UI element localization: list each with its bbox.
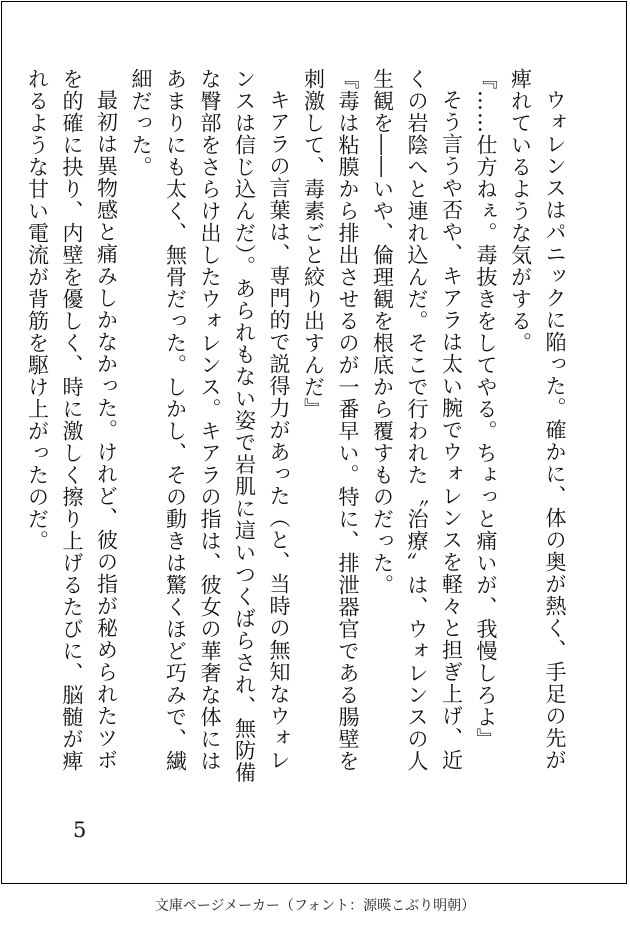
page-number: 5 bbox=[73, 818, 87, 842]
page-frame bbox=[1, 1, 627, 884]
paragraph-4: 『毒は粘膜から排出させるのが一番早い。特に、排泄器官である腸壁を刺激して、毒素ごと絞り出すんだ』 bbox=[301, 68, 360, 772]
paragraph-2: 『……仕方ねぇ。毒抜きをしてやる。ちょっと痛いが、我慢しろよ』 bbox=[474, 68, 498, 750]
paragraph-5: キアラの言葉は、専門的で説得力があった（と、当時の無知なウォレンスは信じ込んだ）。あられもない姿で岩肌に這いつくばらされ、無防備な臀部をさらけ出したウォレンス。キアラの指は、彼女の華奢な体にはあまりにも太く、無骨だった。しかし、その動きは驚くほど巧みで、繊細だった。 bbox=[129, 68, 291, 784]
body-text bbox=[25, 68, 572, 788]
paragraph-6: 最初は異物感と痛みしかなかった。けれど、彼の指が秘められたツボを的確に抉り、内壁を優しく、時に激しく擦り上げるたびに、脳髄が痺れるような甘い電流が背筋を駆け上がったのだ。 bbox=[25, 68, 119, 772]
paragraph-1: ウォレンスはパニックに陥った。確かに、体の奥が熱く、手足の先が痺れているような気がする。 bbox=[508, 68, 567, 771]
paragraph-3: そう言うや否や、キアラは太い腕でウォレンスを軽々と担ぎ上げ、近くの岩陰へと連れ込んだ。そこで行われた〝治療〟は、ウォレンスの人生観を――いや、倫理観を根底から覆すものだった。 bbox=[370, 68, 464, 772]
footer-caption: 文庫ページメーカー（フォント：源暎こぶり明朝） bbox=[154, 898, 476, 914]
